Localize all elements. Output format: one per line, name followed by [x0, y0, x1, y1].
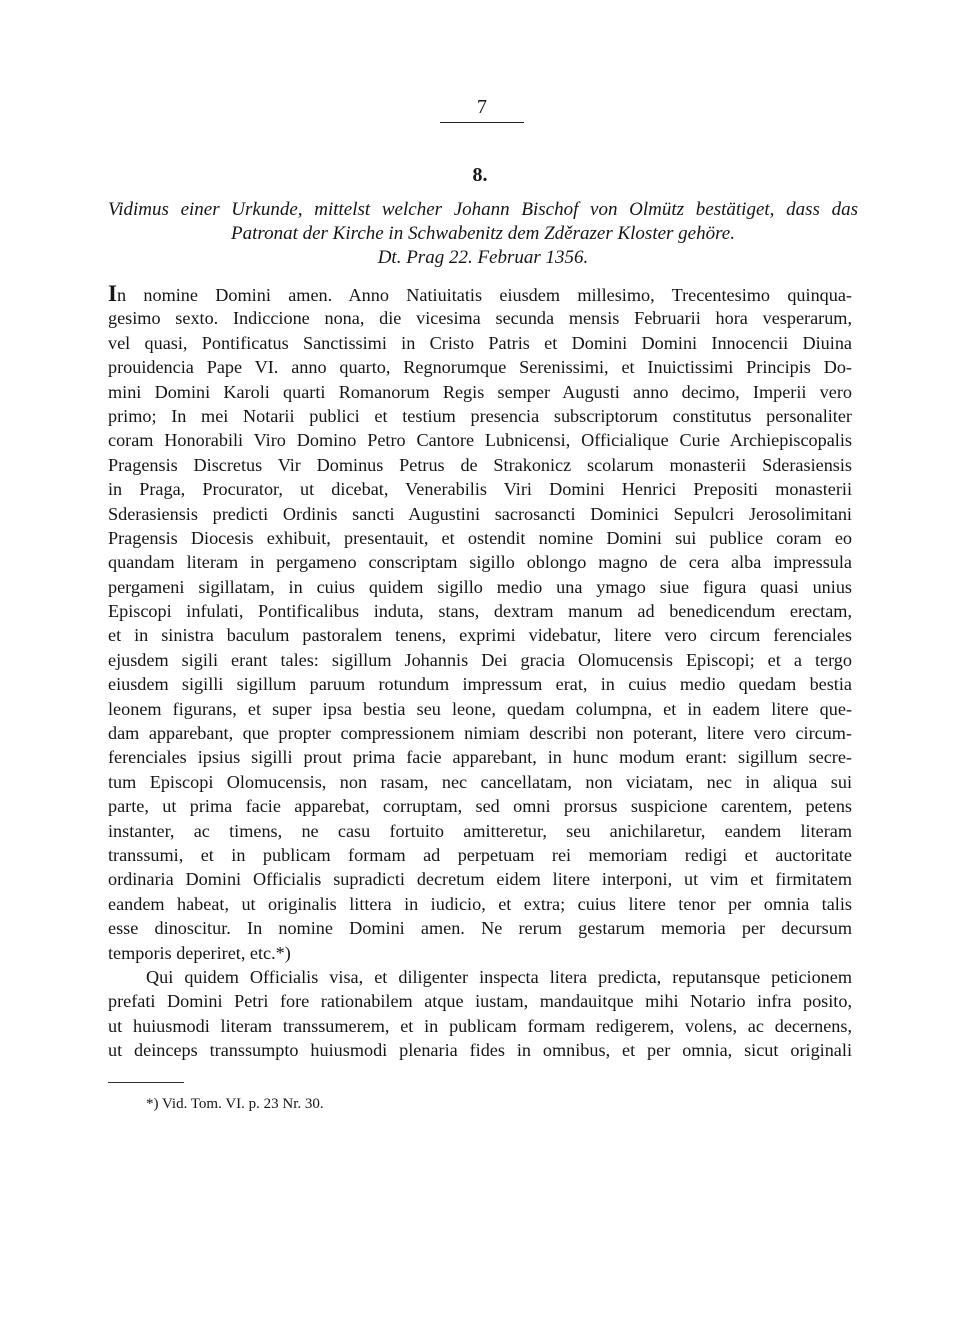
text-line: [108, 282, 852, 306]
text-line: temporis deperiret, etc.*): [108, 942, 291, 963]
page-number-rule: [440, 122, 524, 123]
text-line: tum Episcopi Olomucensis, non rasam, nec cancellatam, non viciatam, nec in aliqua sui: [108, 771, 852, 792]
text-line: ordinaria Domini Officialis supradicti decretum eidem litere interponi, ut vim et firmitatem: [108, 869, 852, 890]
text-line: eiusdem sigilli sigillum paruum rotundum impressum erat, in cuius medio quedam bestia: [108, 674, 852, 695]
text-line: instanter, ac timens, ne casu fortuito amitteretur, seu anichilaretur, eandem literam: [108, 820, 852, 841]
text-line: Sderasiensis predicti Ordinis sancti Augustini sacrosancti Dominici Sepulcri Jerosolimitani: [108, 503, 852, 524]
body-text: [108, 282, 852, 1063]
page-number: 7: [477, 96, 487, 118]
text-line: ejusdem sigili erant tales: sigillum Johannis Dei gracia Olomucensis Episcopi; et a tergo: [108, 649, 852, 670]
text-line: eandem habeat, ut originalis littera in iudicio, et extra; cuius litere tenor per omnia talis: [108, 893, 852, 914]
text-line: pergameni sigillatam, in cuius quidem sigillo medio una ymago siue figura quasi unius: [108, 576, 852, 597]
text-line: esse dinoscitur. In nomine Domini amen. Ne rerum gestarum memoria per decursum: [108, 918, 852, 939]
text-line: in Praga, Procurator, ut dicebat, Venerabilis Viri Domini Henrici Prepositi monasterii: [108, 479, 852, 500]
heading-line-1: Vidimus einer Urkunde, mittelst welcher Johann Bischof von Olmütz bestätiget, dass das: [108, 199, 858, 220]
text-line: et in sinistra baculum pastoralem tenens, exprimi videbatur, litere vero circum ferenciales: [108, 625, 852, 646]
text-line: mini Domini Karoli quarti Romanorum Regis semper Augusti anno decimo, Imperii vero: [108, 381, 852, 402]
heading-line-2: Patronat der Kirche in Schwabenitz dem Zděrazer Kloster gehöre.: [231, 223, 735, 244]
text-line: gesimo sexto. Indiccione nona, die vicesima secunda mensis Februarii hora vesperarum,: [108, 308, 852, 329]
text-line: primo; In mei Notarii publici et testium presencia subscriptorum constitutus personaliter: [108, 405, 852, 426]
footnote: *) Vid. Tom. VI. p. 23 Nr. 30.: [146, 1096, 324, 1112]
text-line: dam apparebant, que propter compressionem nimiam describi non poterant, litere vero circum-: [108, 723, 852, 744]
text-line: Pragensis Diocesis exhibuit, presentauit, et ostendit nomine Domini sui publice coram eo: [108, 527, 852, 548]
text-line: prefati Domini Petri fore rationabilem atque iustam, mandauitque mihi Notario infra posito,: [108, 991, 852, 1012]
text-line: coram Honorabili Viro Domino Petro Cantore Lubnicensi, Officialique Curie Archiepiscopalis: [108, 430, 852, 451]
text-line: prouidencia Pape VI. anno quarto, Regnorumque Serenissimi, et Inuictissimi Principis Do-: [108, 357, 852, 378]
text-line: transsumi, et in publicam formam ad perpetuam rei memoriam redigi et auctoritate: [108, 844, 852, 865]
text-line-content: n nomine Domini amen. Anno Natiuitatis eiusdem millesimo, Trecentesimo quinqua-: [116, 285, 852, 305]
text-line: ut huiusmodi literam transsumerem, et in publicam formam redigerem, volens, ac decernens,: [108, 1015, 852, 1036]
heading-line-3: Dt. Prag 22. Februar 1356.: [377, 247, 589, 268]
footnote-rule: [108, 1082, 184, 1083]
text-line: Pragensis Discretus Vir Dominus Petrus de Strakonicz scolarum monasterii Sderasiensis: [108, 454, 852, 475]
text-line: vel quasi, Pontificatus Sanctissimi in Cristo Patris et Domini Domini Innocencii Diuina: [108, 332, 852, 353]
text-line: parte, ut prima facie apparebat, corruptam, sed omni prorsus suspicione carentem, petens: [108, 796, 852, 817]
text-line: leonem figurans, et super ipsa bestia seu leone, quedam columpna, et in eadem litere que-: [108, 698, 852, 719]
text-line: Episcopi infulati, Pontificalibus induta, stans, dextram manum ad benedicendum erectam,: [108, 601, 852, 622]
text-line: quandam literam in pergameno conscriptam sigillo oblongo magno de cera alba impressula: [108, 552, 852, 573]
text-line: ut deinceps transsumpto huiusmodi plenaria fides in omnibus, et per omnia, sicut originali: [108, 1040, 852, 1061]
document-number: 8.: [472, 164, 488, 186]
text-line: ferenciales ipsius sigilli prout prima facie apparebant, in hunc modum erant: sigillum secre-: [108, 747, 852, 768]
text-line: Qui quidem Officialis visa, et diligenter inspecta litera predicta, reputansque peticionem: [146, 966, 852, 987]
drop-cap: I: [108, 281, 117, 306]
